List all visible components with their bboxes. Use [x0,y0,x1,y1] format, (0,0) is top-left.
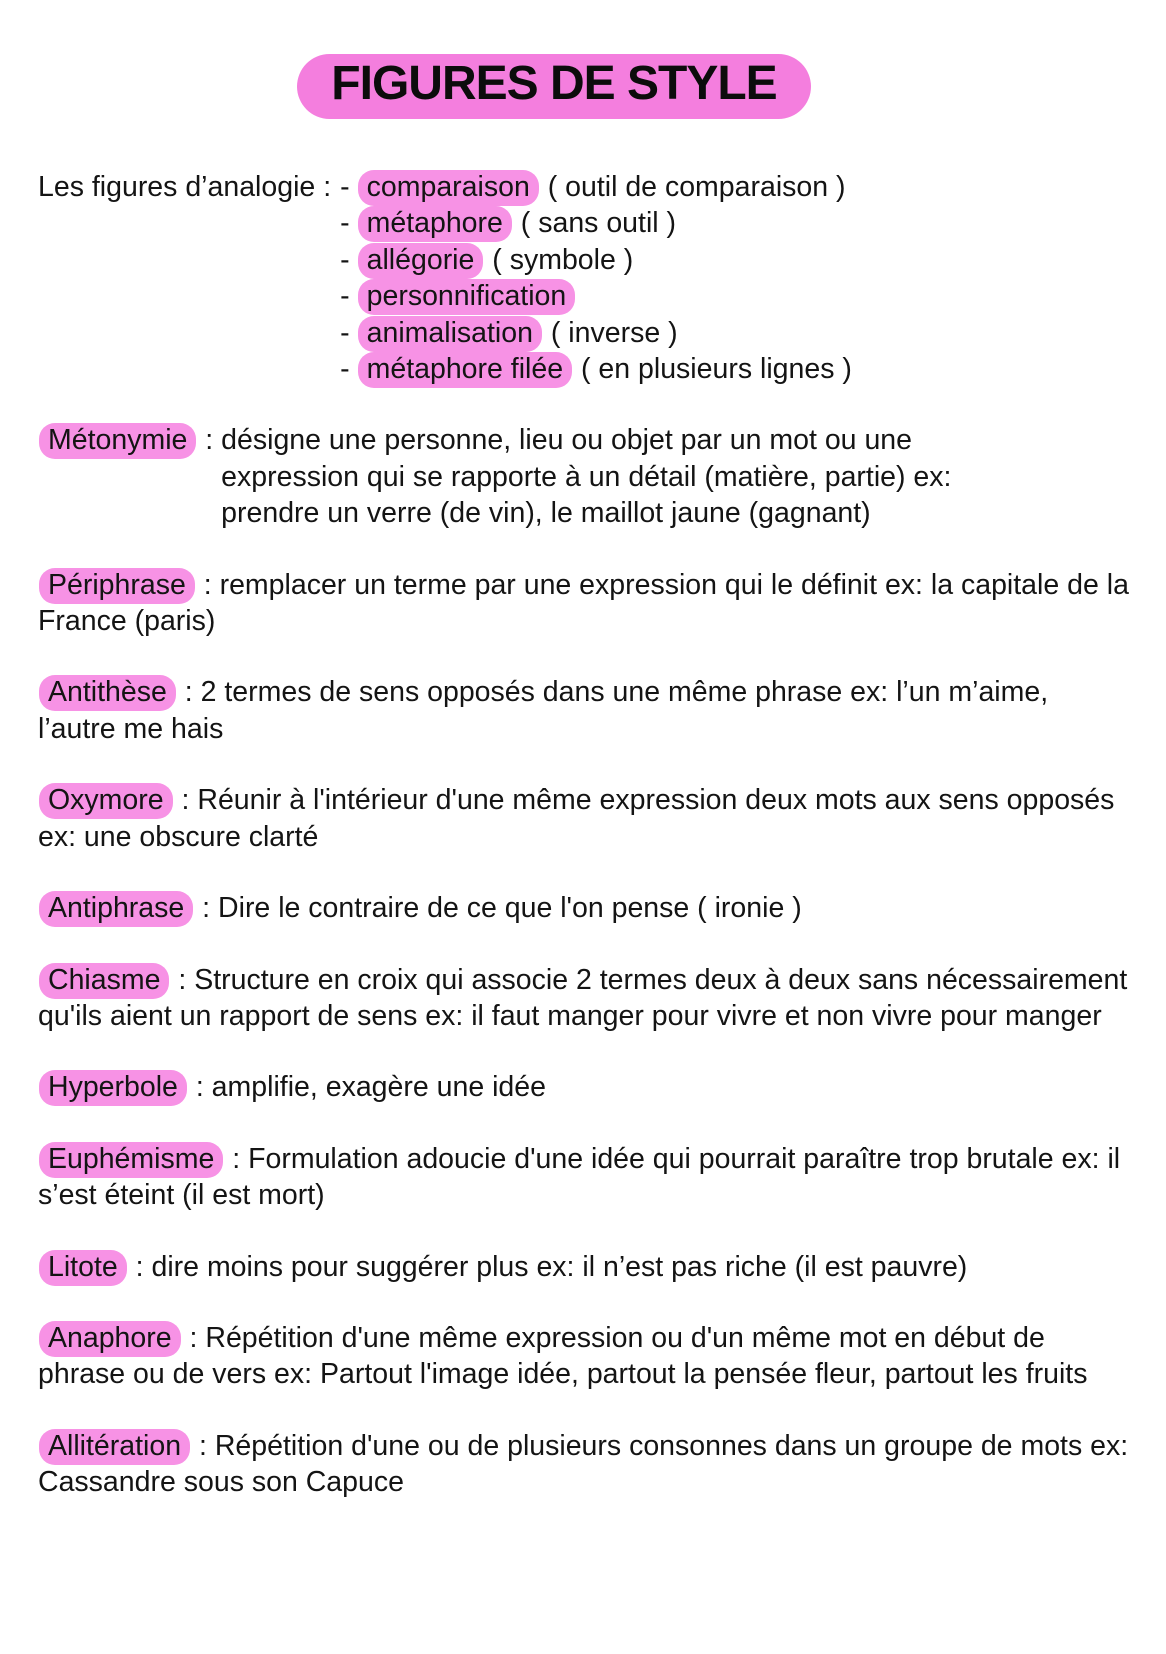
term-highlight: Métonymie [39,423,196,459]
term-definition: Dire le contraire de ce que l'on pense ( ironie ) [218,892,802,925]
figure-entry [38,422,1130,531]
term-highlight: Oxymore [39,783,173,819]
entry-lead [38,892,218,924]
dash-bullet: - [340,207,350,240]
figure-entry [38,567,1137,640]
term-highlight: Antithèse [39,675,176,711]
term-highlight: Antiphrase [39,891,193,927]
entry-lead [38,784,197,816]
term-highlight: métaphore [358,206,512,242]
term-definition: Structure en croix qui associe 2 termes deux à deux sans nécessairement qu'ils aient un rapport de sens ex: il faut manger pour vivre et non vivre pour manger [38,963,1136,1032]
analogy-item [340,205,852,241]
term-separator: : [187,1071,212,1104]
entry-lead [38,422,221,531]
term-separator: : [181,1321,206,1354]
analogy-item-note: ( inverse ) [542,316,678,349]
figures-list [38,422,1137,1500]
figure-entry [38,674,1130,747]
term-highlight: métaphore filée [358,352,572,388]
term-definition: Répétition d'une même expression ou d'un même mot en début de phrase ou de vers ex: Partout l'image idée, partout la pensée fleur, partout les fruits [38,1321,1088,1391]
figure-entry [38,1069,1130,1105]
term-definition: 2 termes de sens opposés dans une même phrase ex: l’un m’aime, l’autre me hais [38,676,1057,745]
analogy-prefix: Les figures d’analogie : [38,171,332,203]
dash-bullet: - [340,280,350,313]
figure-entry [38,890,1130,926]
term-definition: Réunir à l'intérieur d'une même expression deux mots aux sens opposés ex: une obscure clarté [38,784,1123,853]
entry-lead [38,1430,215,1462]
term-definition: amplifie, exagère une idée [211,1071,546,1104]
entry-lead [38,1071,212,1103]
analogy-items [340,169,852,387]
term-separator: : [195,568,220,601]
analogy-item [340,169,852,205]
term-separator: : [176,676,201,709]
analogy-item-note: ( sans outil ) [512,207,677,240]
analogy-item [340,278,852,314]
term-definition: Répétition d'une ou de plusieurs consonnes dans un groupe de mots ex: Cassandre sous son Capuce [38,1429,1137,1499]
term-definition: remplacer un terme par une expression qui le définit ex: la capitale de la France (paris) [38,568,1137,638]
figure-entry [38,1428,1137,1501]
term-highlight: Chiasme [39,963,169,999]
term-highlight: Anaphore [39,1321,181,1357]
analogy-item [340,351,852,387]
figure-entry [38,1141,1130,1214]
dash-bullet: - [340,171,350,203]
term-separator: : [127,1250,152,1283]
term-separator: : [191,1429,215,1462]
entry-lead [38,1251,152,1283]
entry-lead [38,1322,205,1354]
analogy-item [340,242,852,278]
term-highlight: Périphrase [39,568,195,604]
analogy-item-note: ( symbole ) [484,243,634,276]
dash-bullet: - [340,353,350,386]
analogy-section [38,169,1130,387]
term-highlight: comparaison [358,170,539,206]
term-highlight: Allitération [39,1429,190,1465]
term-highlight: Hyperbole [39,1070,187,1106]
term-highlight: Litote [39,1250,127,1286]
figure-entry [38,1320,1130,1393]
figure-entry [38,962,1136,1035]
term-definition: dire moins pour suggérer plus ex: il n’est pas riche (il est pauvre) [151,1250,968,1283]
entry-lead [38,964,194,996]
term-highlight: Euphémisme [39,1142,223,1178]
term-separator: : [194,892,219,925]
entry-lead [38,569,220,601]
term-definition: Formulation adoucie d'une idée qui pourrait paraître trop brutale ex: il s’est éteint (il est mort) [38,1142,1129,1212]
entry-lead [38,1143,248,1175]
term-separator: : [224,1142,249,1175]
term-definition: désigne une personne, lieu ou objet par un mot ou une expression qui se rapporte à un détail (matière, partie) ex: prendre un verre (de vin), le maillot jaune (gagnant) [221,424,960,530]
figure-entry [38,782,1130,855]
term-highlight: allégorie [358,243,484,279]
analogy-item-note: ( outil de comparaison ) [539,171,846,203]
figure-entry [38,1249,1130,1285]
analogy-item-note: ( en plusieurs lignes ) [573,353,852,386]
term-separator: : [197,424,222,457]
term-separator: : [170,963,195,996]
dash-bullet: - [340,243,350,276]
dash-bullet: - [340,316,350,349]
page-title: FIGURES DE STYLE [297,54,810,119]
title-row [38,54,1070,119]
entry-lead [38,676,201,708]
analogy-item [340,315,852,351]
term-separator: : [173,784,198,817]
term-highlight: animalisation [358,316,542,352]
term-highlight: personnification [358,279,576,315]
